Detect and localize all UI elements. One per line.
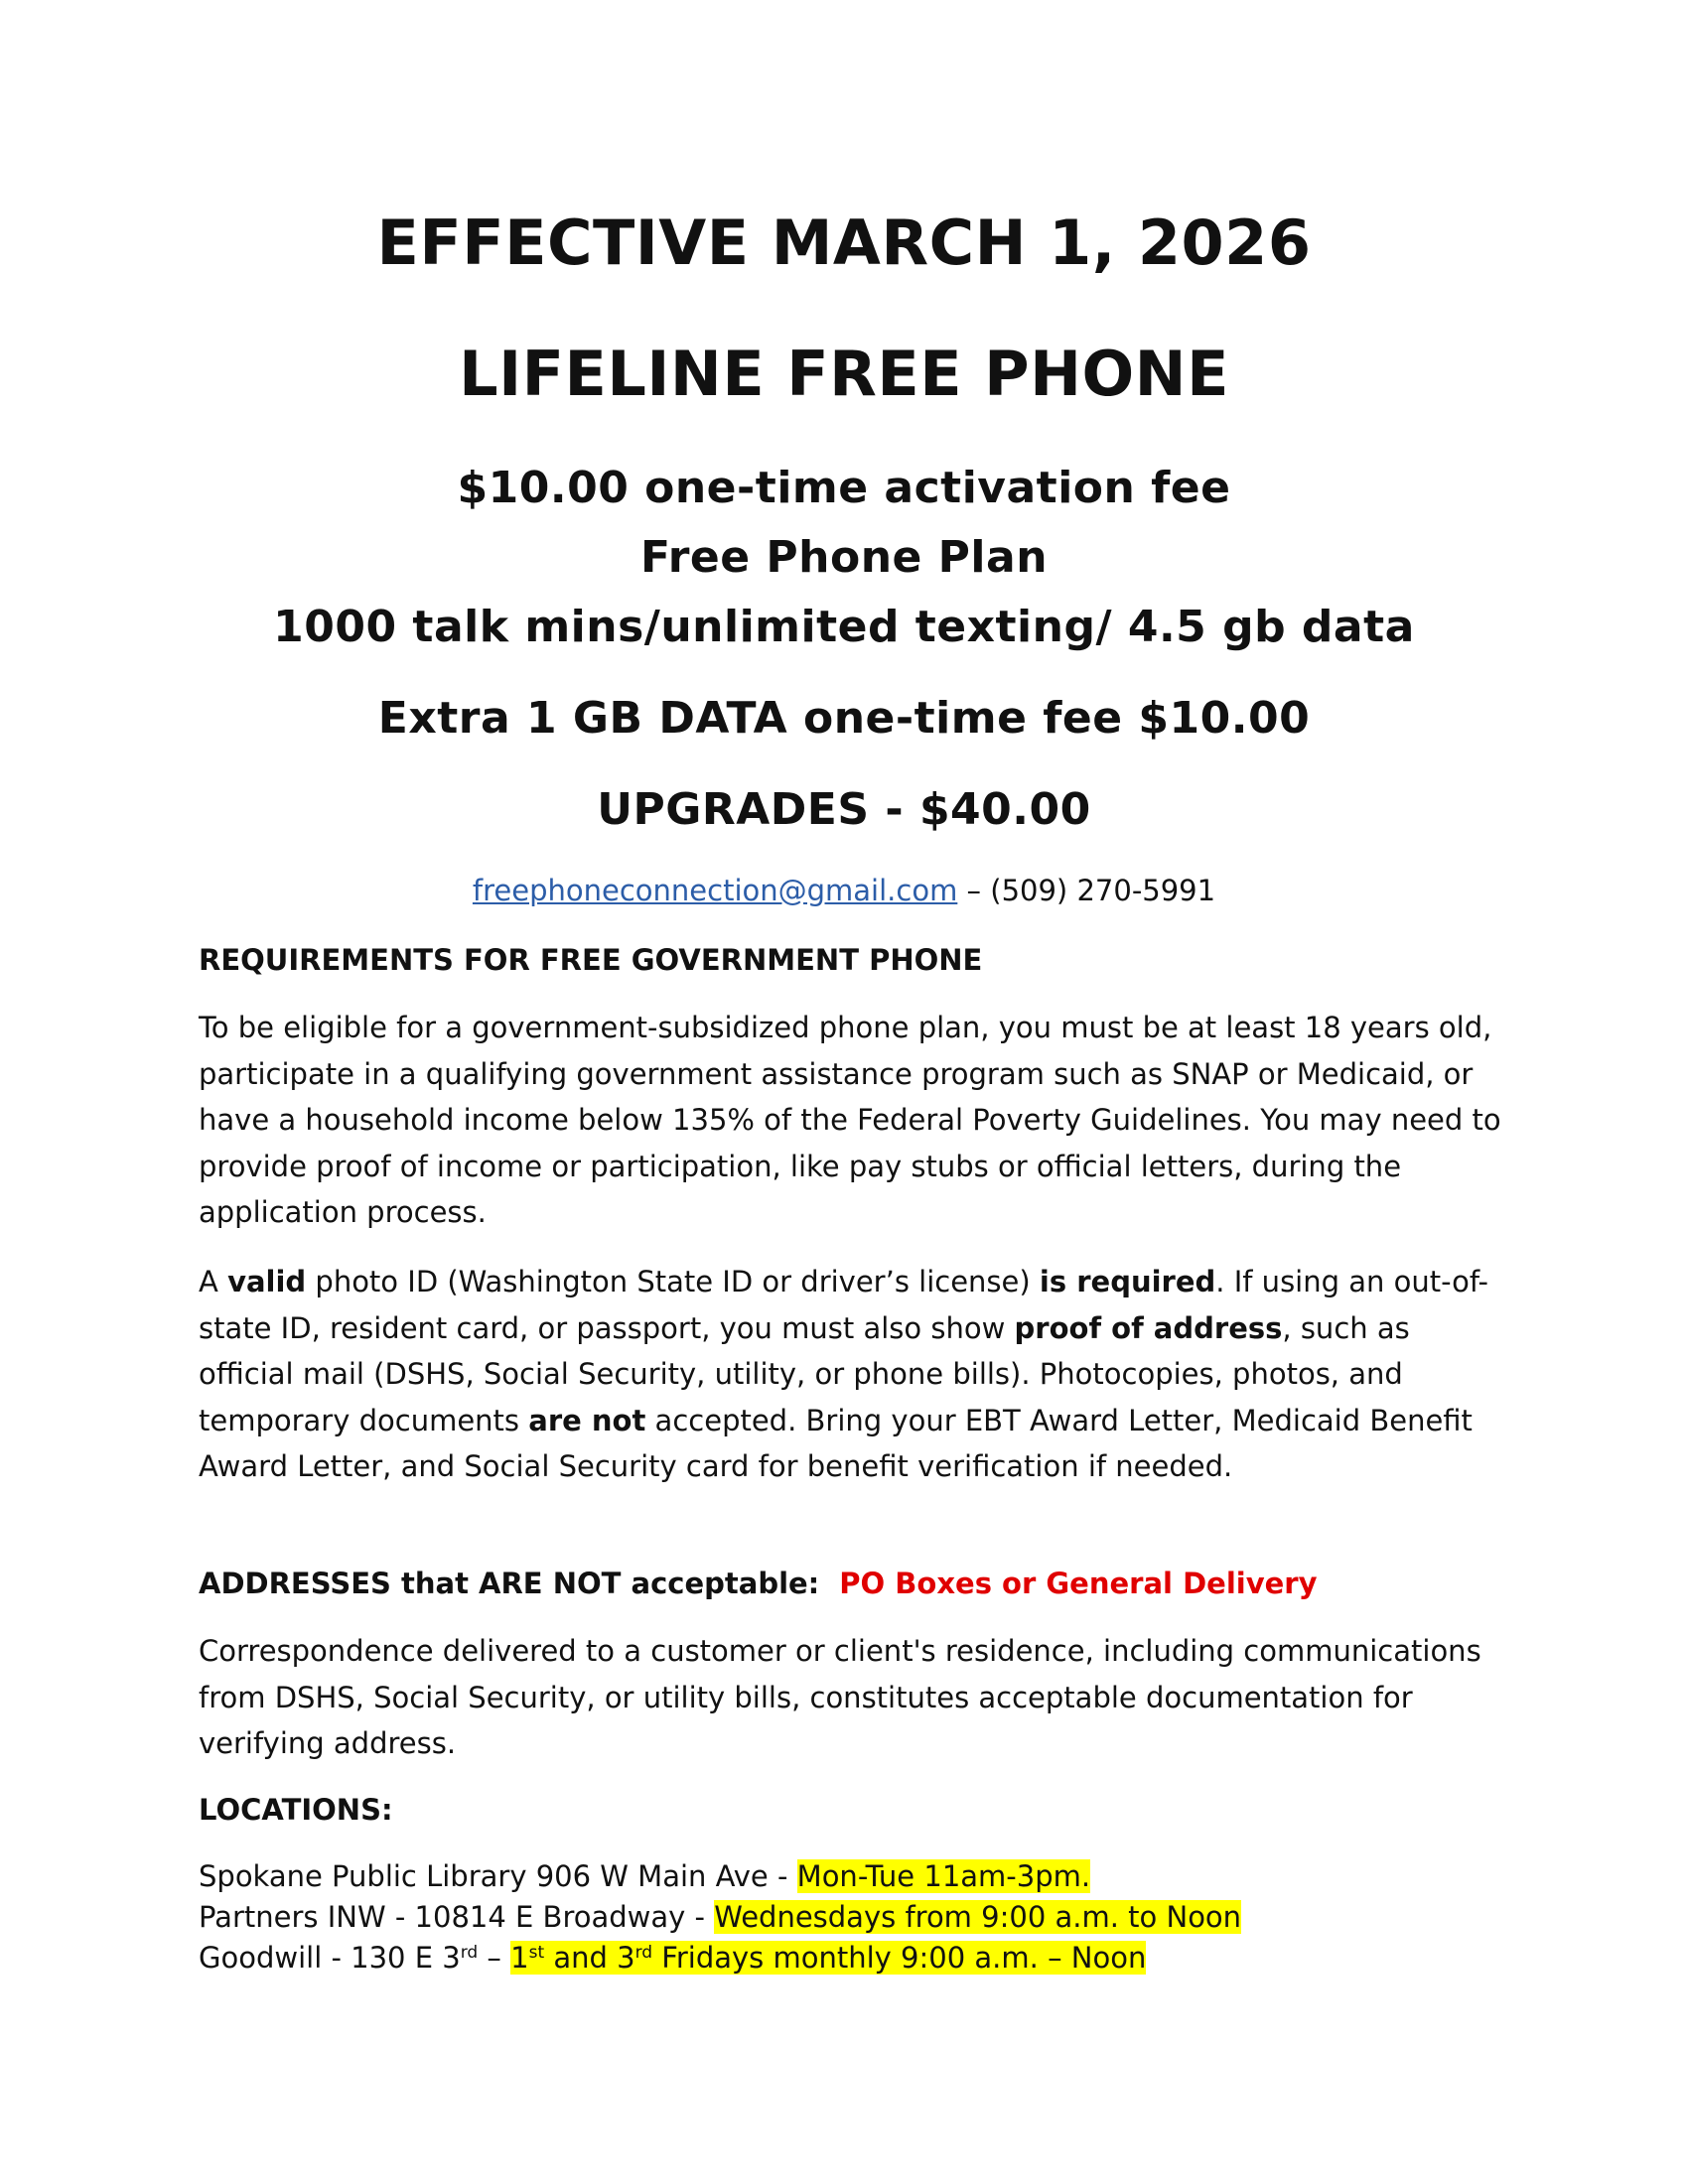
program-title: LIFELINE FREE PHONE: [459, 338, 1229, 410]
p2-text-2: photo ID (Washington State ID or driver’s license): [306, 1265, 1040, 1298]
goodwill-hours-3: Fridays monthly 9:00 a.m. – Noon: [652, 1941, 1147, 1975]
goodwill-address-suffix: rd: [460, 1943, 479, 1963]
locations-heading: LOCATIONS:: [199, 1793, 393, 1827]
phone-number: (509) 270-5991: [990, 874, 1216, 907]
location-library-hours: Mon-Tue 11am-3pm.: [796, 1859, 1091, 1893]
goodwill-hours-1: 1: [510, 1941, 529, 1975]
upgrades-price: UPGRADES - $40.00: [597, 784, 1091, 835]
location-partners-place: Partners INW - 10814 E Broadway -: [199, 1900, 715, 1934]
not-acceptable-note: PO Boxes or General Delivery: [839, 1567, 1318, 1600]
addresses-heading-line: [199, 1561, 1509, 1607]
location-goodwill-place: [199, 1941, 510, 1975]
goodwill-address: Goodwill - 130 E 3: [199, 1941, 461, 1975]
contact-separator: –: [957, 874, 991, 907]
location-goodwill: [199, 1938, 1509, 1979]
location-partners: [199, 1897, 1509, 1938]
activation-fee: $10.00 one-time activation fee: [457, 463, 1231, 513]
location-partners-hours: Wednesdays from 9:00 a.m. to Noon: [714, 1900, 1242, 1934]
locations-list: [199, 1856, 1509, 1979]
plan-name: Free Phone Plan: [639, 532, 1049, 583]
p2-bold-not: are not: [528, 1403, 646, 1437]
address-paragraph: Correspondence delivered to a customer or client's residence, including communications from DSHS, Social Security, or utility bills, constitutes acceptable documentation for verifying address.: [199, 1634, 1481, 1760]
effective-date-title: EFFECTIVE MARCH 1, 2026: [376, 206, 1312, 279]
location-goodwill-hours: [510, 1941, 1146, 1975]
contact-line: [0, 874, 1688, 907]
goodwill-hours-sup2: rd: [634, 1943, 653, 1963]
p2-text-4: , such as official mail (DSHS, Social Security, utility, or phone bills). Photocopies, photos, and temporary documents: [199, 1310, 1410, 1437]
goodwill-hours-2: and 3: [544, 1941, 635, 1975]
p2-text-5: accepted. Bring your EBT Award Letter, Medicaid Benefit Award Letter, and Social Security card for benefit verification if needed.: [199, 1403, 1473, 1483]
email-link[interactable]: freephoneconnection@gmail.com: [472, 874, 958, 907]
location-library: [199, 1856, 1509, 1897]
goodwill-separator: –: [478, 1941, 511, 1975]
id-requirements-paragraph: [199, 1259, 1509, 1490]
p2-bold-valid: valid: [227, 1265, 307, 1298]
p2-text-1: A: [199, 1265, 228, 1298]
p2-text-3: . If using an out-of-state ID, resident card, or passport, you must also show: [199, 1265, 1488, 1345]
extra-data-fee: Extra 1 GB DATA one-time fee $10.00: [377, 693, 1311, 744]
location-library-place: Spokane Public Library 906 W Main Ave -: [199, 1859, 797, 1893]
goodwill-hours-sup1: st: [528, 1943, 545, 1963]
p2-bold-proof: proof of address: [1014, 1310, 1283, 1345]
eligibility-paragraph: To be eligible for a government-subsidized phone plan, you must be at least 18 years old, participate in a qualifying government assistance program such as SNAP or Medicaid, or have a household income below 135% of the Federal Poverty Guidelines. You may need to provide proof of income or participation, like pay stubs or official letters, during the application process.: [199, 1011, 1501, 1229]
p2-bold-required: is required: [1039, 1265, 1216, 1298]
plan-features: 1000 talk mins/unlimited texting/ 4.5 gb data: [273, 602, 1415, 652]
addresses-heading: ADDRESSES that ARE NOT acceptable:: [199, 1567, 820, 1600]
requirements-heading: REQUIREMENTS FOR FREE GOVERNMENT PHONE: [199, 943, 983, 977]
